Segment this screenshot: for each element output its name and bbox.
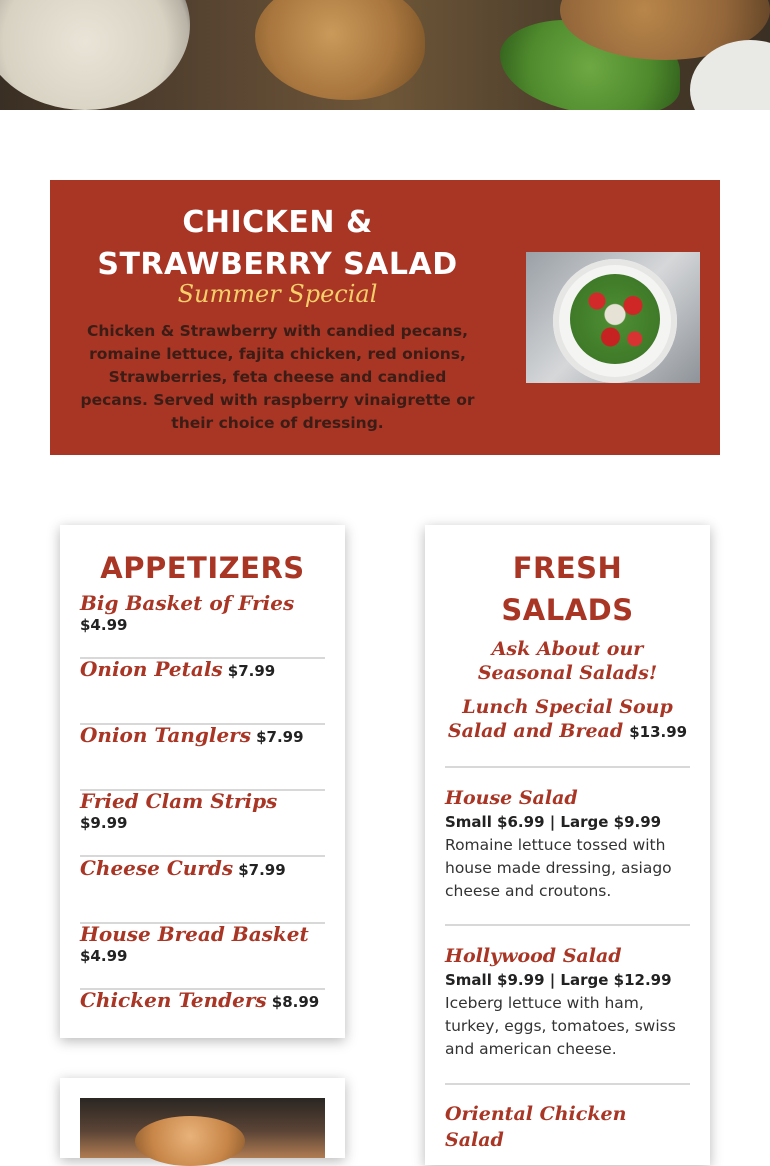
menu-item [80, 789, 325, 857]
salad-item-sizes: Small $9.99 | Large $12.99 [445, 971, 672, 989]
special-salad-photo [526, 252, 700, 383]
fresh-salads-card [425, 525, 710, 1165]
salads-heading-line2: SALADS [501, 593, 634, 627]
menu-item-name: House Bread Basket [80, 922, 309, 946]
menu-item [80, 591, 325, 659]
menu-item [80, 657, 325, 725]
lunch-special [445, 695, 690, 744]
special-description: Chicken & Strawberry with candied pecans, romaine lettuce, fajita chicken, red onions, Strawberries, feta cheese and candied pecans. Served with raspberry vinaigrette or their choice of dressing. [80, 322, 475, 432]
menu-item [80, 988, 325, 1054]
salads-heading [425, 547, 710, 631]
special-title [80, 202, 475, 286]
fried-food [255, 0, 425, 100]
menu-item-price: $7.99 [238, 861, 286, 879]
divider [445, 766, 690, 768]
menu-item-name: Big Basket of Fries [80, 591, 295, 615]
salad-item-sizes: Small $6.99 | Large $9.99 [445, 813, 662, 831]
food-photo [80, 1098, 325, 1158]
food-photo-card [60, 1078, 345, 1158]
salad-item-name: House Salad [445, 787, 578, 809]
menu-item-name: Chicken Tenders [80, 988, 267, 1012]
special-title-line1: CHICKEN & [182, 205, 373, 240]
menu-item [80, 922, 325, 990]
salad-item [445, 943, 690, 1061]
salad-item-description: Romaine lettuce tossed with house made dressing, asiago cheese and croutons. [445, 836, 672, 900]
salad-item-description: Iceberg lettuce with ham, turkey, eggs, tomatoes, swiss and american cheese. [445, 994, 676, 1058]
salads-heading-line1: FRESH [512, 551, 623, 585]
lunch-special-price: $13.99 [629, 723, 688, 741]
strawberry-salad [570, 274, 660, 364]
menu-item-name: Onion Petals [80, 657, 223, 681]
menu-item-price: $9.99 [80, 814, 128, 832]
menu-item-name: Onion Tanglers [80, 723, 251, 747]
special-title-line2: STRAWBERRY SALAD [97, 247, 458, 282]
hero-food-photo [0, 0, 770, 110]
menu-item-name: Fried Clam Strips [80, 789, 278, 813]
salad-item-name: Oriental Chicken Salad [445, 1103, 627, 1151]
appetizers-card [60, 525, 345, 1038]
menu-item-price: $4.99 [80, 947, 128, 965]
menu-item-price: $8.99 [271, 993, 320, 1011]
salad-item-name: Hollywood Salad [445, 945, 622, 967]
menu-item-price: $7.99 [256, 728, 304, 746]
menu-item [80, 856, 325, 924]
special-subtitle: Summer Special [177, 280, 378, 308]
seasonal-salads-note: Ask About our Seasonal Salads! [477, 638, 658, 684]
summer-special-banner [50, 180, 720, 455]
divider [445, 924, 690, 926]
menu-item-price: $4.99 [80, 616, 128, 634]
divider [445, 1083, 690, 1085]
salad-item [445, 785, 690, 903]
dip-bowl [0, 0, 190, 110]
lunch-special-name: Lunch Special Soup Salad and Bread [447, 696, 673, 742]
salad-item [445, 1101, 690, 1153]
menu-item-name: Cheese Curds [80, 856, 234, 880]
menu-item-price: $7.99 [227, 662, 276, 680]
appetizers-heading: APPETIZERS [100, 551, 305, 585]
menu-item [80, 723, 325, 791]
